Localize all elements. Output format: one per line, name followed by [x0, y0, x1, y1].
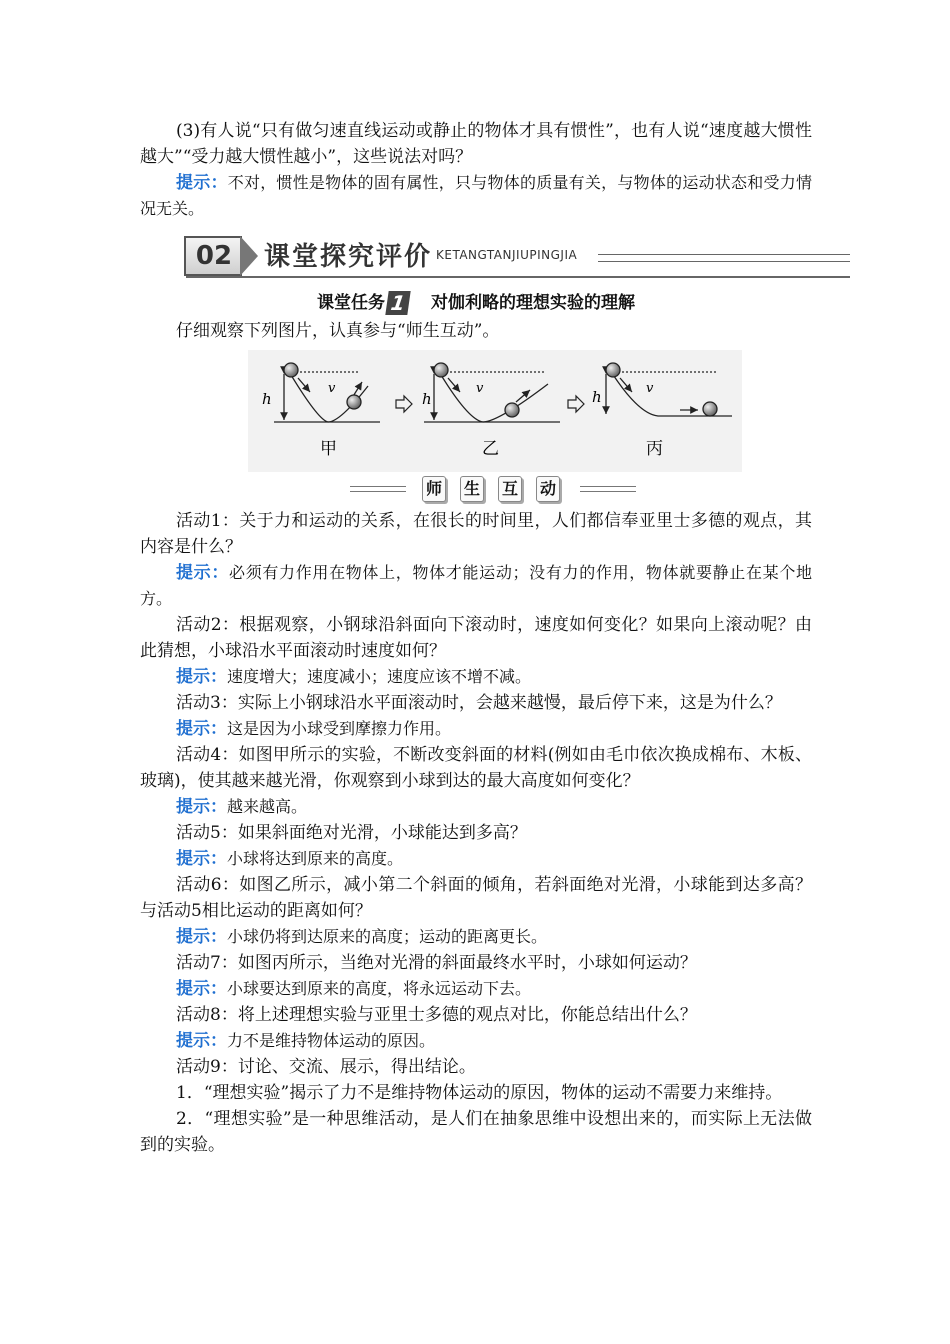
h-label-yi: h [422, 390, 432, 408]
heading-rule-left [350, 486, 406, 492]
hint-answer: 越来越高。 [227, 797, 308, 816]
hint-answer: 不对，惯性是物体的固有属性，只与物体的质量有关，与物体的运动状态和受力情况无关。 [140, 173, 812, 218]
heading-char: 师 [422, 476, 446, 502]
activity-question: 活动8：将上述理想实验与亚里士多德的观点对比，你能总结出什么？ [176, 1005, 697, 1025]
label-yi: 乙 [482, 439, 499, 459]
task-title: 对伽利略的理想实验的理解 [431, 293, 635, 313]
label-bing: 丙 [646, 439, 663, 459]
hint-answer: 小球仍将到达原来的高度；运动的距离更长。 [227, 927, 548, 946]
task-heading [140, 288, 812, 318]
task-badge: 1 [385, 291, 410, 315]
label-jia: 甲 [320, 439, 337, 459]
hint-paragraph [140, 170, 812, 222]
hint-answer: 这是因为小球受到摩擦力作用。 [227, 719, 452, 738]
task-prefix: 课堂任务 [317, 293, 385, 313]
activity-question: 活动5：如果斜面绝对光滑，小球能达到多高？ [176, 823, 527, 843]
v-label-bing: v [646, 381, 654, 396]
hint-label: 提示： [176, 667, 227, 687]
activity-question: 活动2：根据观察，小钢球沿斜面向下滚动时，速度如何变化？如果向上滚动呢？由此猜想，小球沿水平面滚动时速度如何？ [140, 615, 812, 661]
activity-hint [140, 794, 812, 820]
hint-label: 提示： [176, 797, 227, 817]
arrow-icon [568, 396, 584, 412]
banner-baseline [186, 276, 850, 278]
heading-char: 生 [460, 476, 484, 502]
h-label-jia: h [262, 390, 272, 408]
hint-label: 提示： [176, 563, 230, 583]
activity-question: 活动6：如图乙所示，减小第二个斜面的倾角，若斜面绝对光滑，小球能到达多高？与活动5相比运动的距离如何？ [140, 875, 812, 921]
heading-char: 动 [536, 476, 560, 502]
hint-answer: 小球要达到原来的高度，将永远运动下去。 [227, 979, 532, 998]
activity-hint [140, 664, 812, 690]
hint-answer: 小球将达到原来的高度。 [227, 849, 404, 868]
activity-hint [140, 976, 812, 1002]
conclusion-item: 2．“理想实验”是一种思维活动，是人们在抽象思维中设想出来的，而实际上无法做到的实验。 [140, 1109, 812, 1155]
panel-yi [424, 363, 560, 422]
v-label-yi: v [476, 381, 484, 396]
section-pinyin: KETANGTANJIUPINGJIA [436, 248, 578, 262]
hint-label: 提示： [176, 849, 227, 869]
heading-char: 互 [498, 476, 522, 502]
h-label-bing: h [592, 388, 602, 406]
activity-hint [140, 1028, 812, 1054]
panel-jia [274, 363, 380, 422]
hint-answer: 速度增大；速度减小；速度应该不增不减。 [227, 667, 532, 686]
section-number: 02 [184, 236, 242, 276]
hint-label: 提示： [176, 927, 227, 947]
arrow-icon [396, 396, 412, 412]
activity-9: 活动9：讨论、交流、展示，得出结论。 [176, 1057, 476, 1077]
section-banner [140, 232, 812, 280]
heading-rule-right [580, 486, 636, 492]
banner-rule [598, 254, 850, 262]
hint-label: 提示： [176, 979, 227, 999]
activity-question: 活动4：如图甲所示的实验，不断改变斜面的材料(例如由毛巾依次换成棉布、木板、玻璃)，使其越来越光滑，你观察到小球到达的最大高度如何变化？ [140, 745, 812, 791]
experiment-diagram [248, 350, 742, 472]
activity-hint [140, 846, 812, 872]
instruction: 仔细观察下列图片，认真参与“师生互动”。 [176, 321, 500, 341]
conclusion-item: 1．“理想实验”揭示了力不是维持物体运动的原因，物体的运动不需要力来维持。 [176, 1083, 783, 1103]
activity-list [140, 508, 812, 1158]
activity-hint [140, 560, 812, 612]
page-content [140, 118, 812, 1158]
activity-question: 活动1：关于力和运动的关系，在很长的时间里，人们都信奉亚里士多德的观点，其内容是什么？ [140, 511, 812, 557]
hint-label: 提示： [176, 1031, 227, 1051]
ideal-experiment-figure [248, 350, 742, 472]
hint-label: 提示： [176, 719, 227, 739]
hint-answer: 力不是维持物体运动的原因。 [227, 1031, 436, 1050]
activity-hint [140, 924, 812, 950]
question-3: (3)有人说“只有做匀速直线运动或静止的物体才具有惯性”，也有人说“速度越大惯性越大”“受力越大惯性越小”，这些说法对吗？ [140, 121, 812, 167]
hint-answer: 必须有力作用在物体上，物体才能运动；没有力的作用，物体就要静止在某个地方。 [140, 563, 812, 608]
activity-hint [140, 716, 812, 742]
panel-bing [606, 363, 732, 416]
activity-question: 活动7：如图丙所示，当绝对光滑的斜面最终水平时，小球如何运动？ [176, 953, 697, 973]
v-label-jia: v [328, 381, 336, 396]
hint-label: 提示： [176, 173, 228, 193]
activity-question: 活动3：实际上小钢球沿水平面滚动时，会越来越慢，最后停下来，这是为什么？ [176, 693, 782, 713]
interaction-heading [140, 474, 812, 508]
banner-arrow-icon [240, 236, 258, 276]
section-title: 课堂探究评价 [264, 242, 433, 272]
